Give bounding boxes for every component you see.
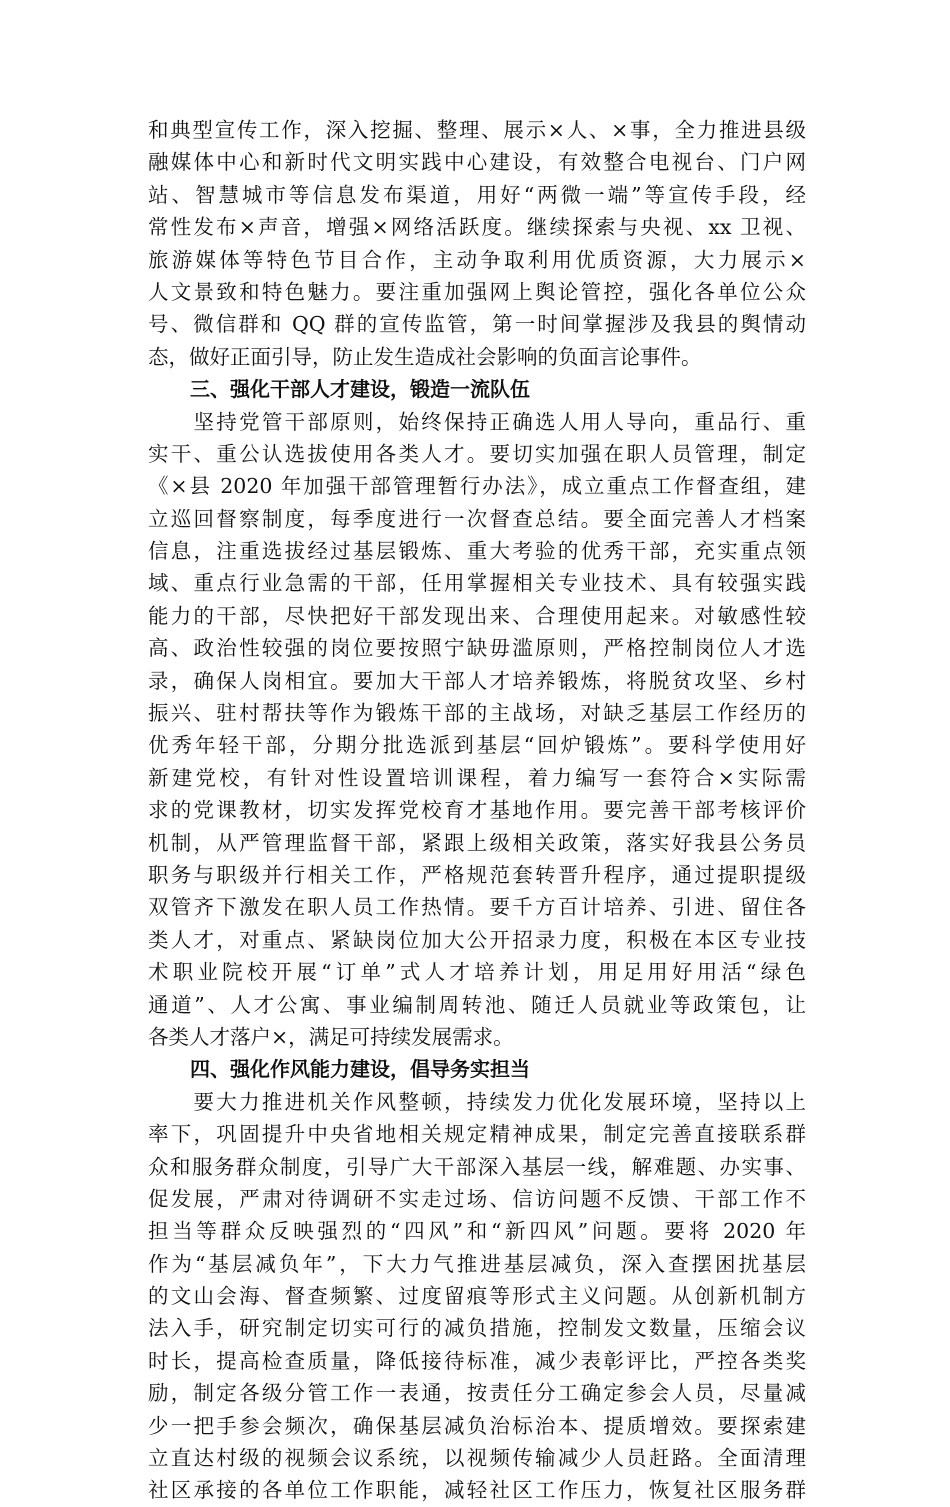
text-line: 实干、重公认选拔使用各类人才。要切实加强在职人员管理，制定 (148, 441, 806, 466)
text-line: 信息，注重选拔经过基层锻炼、重大考验的优秀干部，充实重点领 (148, 539, 806, 564)
text-line: 求的党课教材，切实发挥党校育才基地作用。要完善干部考核评价 (148, 798, 806, 823)
text-line: 高、政治性较强的岗位要按照宁缺毋滥原则，严格控制岗位人才选 (148, 636, 806, 661)
paragraph-cadre-talent (148, 406, 806, 1054)
text-line: 《×县 2020 年加强干部管理暂行办法》，成立重点工作督查组，建 (148, 474, 806, 499)
text-line: 常性发布×声音，增强×网络活跃度。继续探索与央视、xx 卫视、 (148, 215, 806, 240)
text-line: 立巡回督察制度，每季度进行一次督查总结。要全面完善人才档案 (148, 506, 806, 531)
text-line: 和典型宣传工作，深入挖掘、整理、展示×人、×事，全力推进县级 (148, 118, 806, 142)
text-line: 融媒体中心和新时代文明实践中心建设，有效整合电视台、门户网 (148, 150, 806, 175)
text-line: 时长，提高检查质量，降低接待标准，减少表彰评比，严控各类奖 (148, 1348, 806, 1373)
text-line: 社区承接的各单位工作职能，减轻社区工作压力，恢复社区服务群 (148, 1478, 806, 1503)
text-line: 机制，从严管理监督干部，紧跟上级相关政策，落实好我县公务员 (148, 830, 806, 855)
text-line: 振兴、驻村帮扶等作为锻炼干部的主战场，对缺乏基层工作经历的 (148, 701, 806, 726)
text-line: 促发展，严肃对待调研不实走过场、信访问题不反馈、干部工作不 (148, 1186, 806, 1211)
text-line: 职务与职级并行相关工作，严格规范套转晋升程序，通过提职提级 (148, 862, 806, 887)
text-line: 录，确保人岗相宜。要加大干部人才培养锻炼，将脱贫攻坚、乡村 (148, 668, 806, 693)
text-line: 少一把手参会频次，确保基层减负治标治本、提质增效。要探索建 (148, 1413, 806, 1438)
text-line: 各类人才落户×，满足可持续发展需求。 (148, 1024, 514, 1049)
document-page (148, 114, 806, 1507)
text-line: 双管齐下激发在职人员工作热情。要千方百计培养、引进、留住各 (148, 895, 806, 920)
text-line: 通道”、人才公寓、事业编制周转池、随迁人员就业等政策包，让 (148, 992, 806, 1017)
text-line: 众和服务群众制度，引导广大干部深入基层一线，解难题、办实事、 (148, 1154, 806, 1179)
text-line: 态，做好正面引导，防止发生造成社会影响的负面言论事件。 (148, 344, 702, 369)
text-line: 要大力推进机关作风整顿，持续发力优化发展环境，坚持以上 (148, 1089, 806, 1114)
paragraph-work-style (148, 1086, 806, 1507)
text-line: 优秀年轻干部，分期分批选派到基层“回炉锻炼”。要科学使用好 (148, 733, 806, 758)
text-line: 立直达村级的视频会议系统，以视频传输减少人员赶路。全面清理 (148, 1446, 806, 1471)
text-line: 站、智慧城市等信息发布渠道，用好“两微一端”等宣传手段，经 (148, 182, 806, 207)
paragraph-publicity-continued (148, 114, 806, 373)
text-line: 率下，巩固提升中央省地相关规定精神成果，制定完善直接联系群 (148, 1122, 806, 1147)
text-line: 号、微信群和 QQ 群的宣传监管，第一时间掌握涉及我县的舆情动 (148, 312, 806, 337)
text-line: 励，制定各级分管工作一表通，按责任分工确定参会人员，尽量减 (148, 1381, 806, 1406)
text-line: 作为“基层减负年”，下大力气推进基层减负，深入查摆困扰基层 (148, 1251, 806, 1276)
text-line: 域、重点行业急需的干部，任用掌握相关专业技术、具有较强实践 (148, 571, 806, 596)
text-line: 担当等群众反映强烈的“四风”和“新四风”问题。要将 2020 年 (148, 1219, 806, 1244)
text-line: 能力的干部，尽快把好干部发现出来、合理使用起来。对敏感性较 (148, 603, 806, 628)
text-line: 人文景致和特色魅力。要注重加强网上舆论管控，强化各单位公众 (148, 279, 806, 304)
text-line: 法入手，研究制定切实可行的减负措施，控制发文数量，压缩会议 (148, 1316, 806, 1341)
text-line: 坚持党管干部原则，始终保持正确选人用人导向，重品行、重 (148, 409, 806, 434)
text-line: 术职业院校开展“订单”式人才培养计划，用足用好用活“绿色 (148, 960, 806, 985)
text-line: 的文山会海、督查频繁、过度留痕等形式主义问题。从创新机制方 (148, 1284, 806, 1309)
section-heading-3: 三、强化干部人才建设，锻造一流队伍 (190, 377, 530, 402)
text-line: 新建党校，有针对性设置培训课程，着力编写一套符合×实际需 (148, 765, 806, 790)
section-heading-4: 四、强化作风能力建设，倡导务实担当 (190, 1057, 530, 1082)
text-line: 类人才，对重点、紧缺岗位加大公开招录力度，积极在本区专业技 (148, 927, 806, 952)
text-line: 旅游媒体等特色节目合作，主动争取利用优质资源，大力展示× (148, 247, 806, 272)
